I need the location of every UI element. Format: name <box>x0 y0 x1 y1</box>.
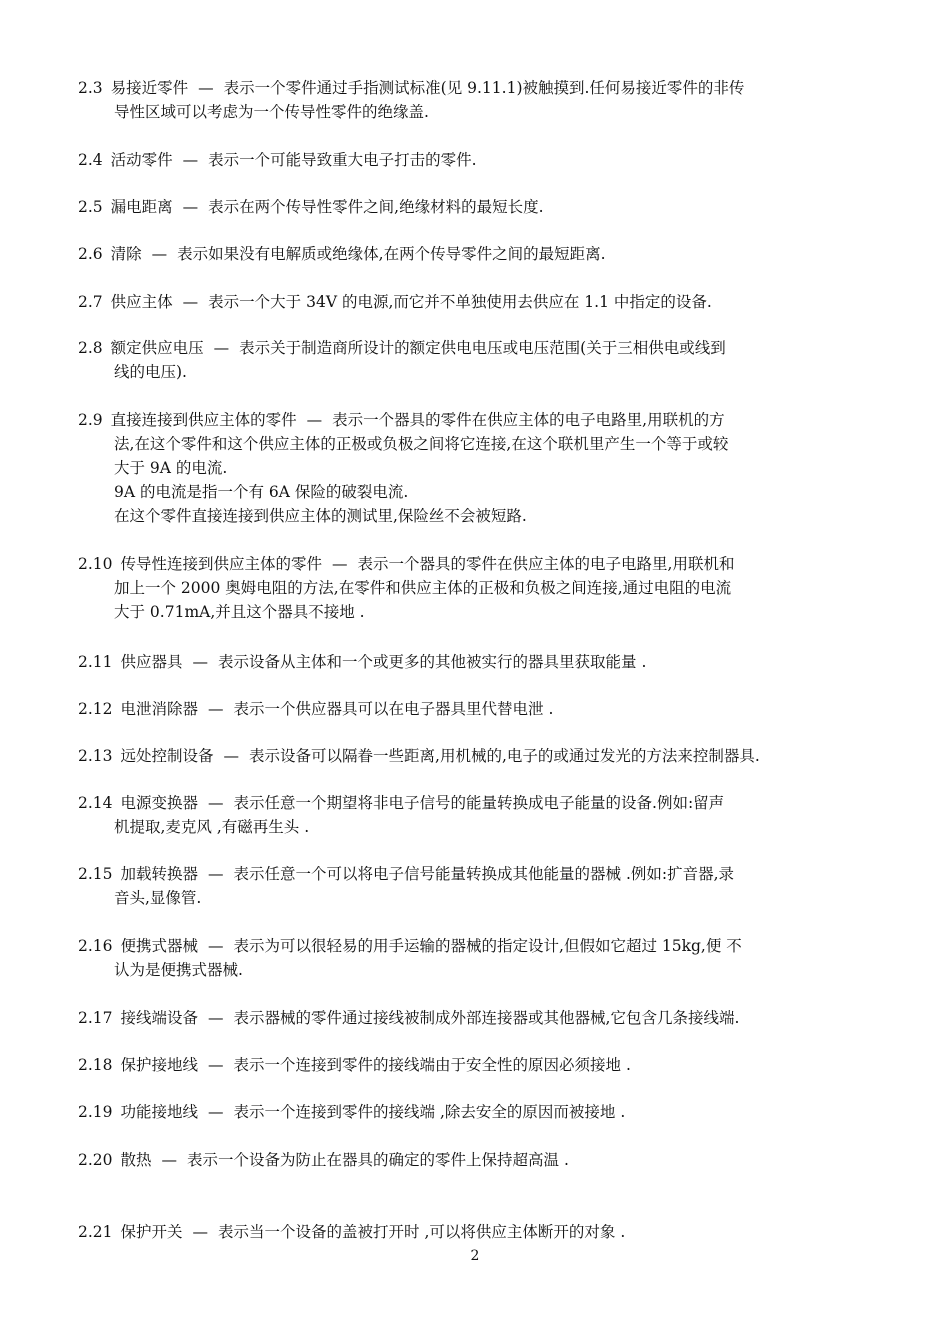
term: 供应主体 <box>110 293 173 311</box>
clause-number: 2.13 <box>78 747 113 765</box>
continuation-line: 线的电压). <box>114 363 187 381</box>
clause-number: 2.14 <box>78 794 113 812</box>
definition-entry <box>78 1100 878 1124</box>
definition-text: 表示一个可能导致重大电子打击的零件. <box>208 151 477 169</box>
clause-number: 2.20 <box>78 1151 113 1169</box>
em-dash: — <box>151 245 168 263</box>
continuation-line: 导性区域可以考虑为一个传导性零件的绝缘盖. <box>114 103 429 121</box>
clause-number: 2.21 <box>78 1223 113 1241</box>
clause-number: 2.17 <box>78 1009 113 1027</box>
clause-number: 2.6 <box>78 245 103 263</box>
definition-entry <box>78 862 878 910</box>
definition-entry <box>78 791 878 839</box>
definition-entry <box>78 744 878 768</box>
page-number: 2 <box>470 1248 480 1264</box>
continuation-line: 机提取,麦克风 ,有磁再生头 . <box>114 818 310 836</box>
term: 保护开关 <box>120 1223 183 1241</box>
definition-text: 表示任意一个可以将电子信号能量转换成其他能量的器械 .例如:扩音器,录 <box>233 865 735 883</box>
clause-number: 2.10 <box>78 555 113 573</box>
clause-number: 2.9 <box>78 411 103 429</box>
em-dash: — <box>208 1103 224 1121</box>
definition-entry <box>78 290 878 314</box>
clause-number: 2.3 <box>78 79 103 97</box>
clause-number: 2.15 <box>78 865 113 883</box>
definition-entry <box>78 242 878 266</box>
clause-number: 2.5 <box>78 198 103 216</box>
definition-entry <box>78 552 878 624</box>
term: 易接近零件 <box>110 79 189 97</box>
definition-text: 表示任意一个期望将非电子信号的能量转换成电子能量的设备.例如:留声 <box>233 794 725 812</box>
definition-text: 表示在两个传导性零件之间,绝缘材料的最短长度. <box>208 198 544 216</box>
clause-number: 2.8 <box>78 339 103 357</box>
definition-text: 表示如果没有电解质或绝缘体,在两个传导零件之间的最短距离. <box>177 245 606 263</box>
clause-number: 2.16 <box>78 937 113 955</box>
em-dash: — <box>208 1056 224 1074</box>
term: 传导性连接到供应主体的零件 <box>120 555 323 573</box>
em-dash: — <box>161 1151 178 1169</box>
em-dash: — <box>208 937 224 955</box>
term: 活动零件 <box>110 151 173 169</box>
term: 漏电距离 <box>110 198 173 216</box>
term: 额定供应电压 <box>110 339 204 357</box>
clause-number: 2.7 <box>78 293 103 311</box>
em-dash: — <box>192 653 209 671</box>
clause-number: 2.12 <box>78 700 113 718</box>
definition-entry <box>78 76 878 124</box>
definition-text: 表示一个连接到零件的接线端 ,除去安全的原因而被接地 . <box>233 1103 626 1121</box>
definition-text: 表示一个设备为防止在器具的确定的零件上保持超高温 . <box>187 1151 569 1169</box>
term: 电源变换器 <box>120 794 199 812</box>
definition-entry <box>78 195 878 219</box>
em-dash: — <box>208 1009 224 1027</box>
em-dash: — <box>208 865 224 883</box>
definition-entry <box>78 934 878 982</box>
continuation-line: 大于 9A 的电流. <box>114 459 228 477</box>
term: 保护接地线 <box>120 1056 199 1074</box>
term: 功能接地线 <box>120 1103 199 1121</box>
definition-entry <box>78 697 878 721</box>
term: 直接连接到供应主体的零件 <box>110 411 297 429</box>
em-dash: — <box>182 151 199 169</box>
definition-entry <box>78 1053 878 1077</box>
term: 远处控制设备 <box>120 747 214 765</box>
definition-text: 表示一个供应器具可以在电子器具里代替电泄 . <box>233 700 554 718</box>
em-dash: — <box>182 293 199 311</box>
em-dash: — <box>198 79 214 97</box>
definition-text: 表示一个器具的零件在供应主体的电子电路里,用联机和 <box>357 555 735 573</box>
term: 散热 <box>120 1151 152 1169</box>
em-dash: — <box>332 555 348 573</box>
definition-entry <box>78 1220 878 1244</box>
term: 便携式器械 <box>120 937 199 955</box>
em-dash: — <box>213 339 230 357</box>
definition-text: 表示为可以很轻易的用手运输的器械的指定设计,但假如它超过 15kg,便 不 <box>233 937 742 955</box>
em-dash: — <box>208 794 224 812</box>
definition-entry <box>78 650 878 674</box>
definition-entry <box>78 1006 878 1030</box>
continuation-line: 9A 的电流是指一个有 6A 保险的破裂电流. <box>114 483 409 501</box>
definition-text: 表示当一个设备的盖被打开时 ,可以将供应主体断开的对象 . <box>218 1223 626 1241</box>
definition-text: 表示设备从主体和一个或更多的其他被实行的器具里获取能量 . <box>218 653 647 671</box>
continuation-line: 加上一个 2000 奥姆电阻的方法,在零件和供应主体的正极和负极之间连接,通过电阻的电流 <box>114 579 732 597</box>
definition-entry <box>78 1148 878 1172</box>
definition-text: 表示器械的零件通过接线被制成外部连接器或其他器械,它包含几条接线端. <box>233 1009 740 1027</box>
continuation-line: 在这个零件直接连接到供应主体的测试里,保险丝不会被短路. <box>114 507 527 525</box>
continuation-line: 大于 0.71mA,并且这个器具不接地 . <box>114 603 365 621</box>
continuation-line: 法,在这个零件和这个供应主体的正极或负极之间将它连接,在这个联机里产生一个等于或较 <box>114 435 729 453</box>
term: 接线端设备 <box>120 1009 199 1027</box>
em-dash: — <box>208 700 224 718</box>
definition-entry <box>78 336 878 384</box>
definition-text: 表示一个连接到零件的接线端由于安全性的原因必须接地 . <box>233 1056 631 1074</box>
definition-text: 表示一个器具的零件在供应主体的电子电路里,用联机的方 <box>332 411 725 429</box>
definition-text: 表示关于制造商所设计的额定供电电压或电压范围(关于三相供电或线到 <box>239 339 726 357</box>
em-dash: — <box>192 1223 209 1241</box>
definition-text: 表示一个零件通过手指测试标准(见 9.11.1)被触摸到.任何易接近零件的非传 <box>223 79 745 97</box>
clause-number: 2.19 <box>78 1103 113 1121</box>
em-dash: — <box>306 411 323 429</box>
em-dash: — <box>182 198 199 216</box>
definition-text: 表示设备可以隔眷一些距离,用机械的,电子的或通过发光的方法来控制器具. <box>249 747 760 765</box>
clause-number: 2.18 <box>78 1056 113 1074</box>
term: 电泄消除器 <box>120 700 199 718</box>
term: 供应器具 <box>120 653 183 671</box>
definition-entry <box>78 148 878 172</box>
definition-entry <box>78 408 878 528</box>
continuation-line: 音头,显像管. <box>114 889 202 907</box>
clause-number: 2.11 <box>78 653 113 671</box>
continuation-line: 认为是便携式器械. <box>114 961 243 979</box>
term: 加载转换器 <box>120 865 199 883</box>
definition-text: 表示一个大于 34V 的电源,而它并不单独使用去供应在 1.1 中指定的设备. <box>208 293 712 311</box>
em-dash: — <box>223 747 240 765</box>
term: 清除 <box>110 245 142 263</box>
clause-number: 2.4 <box>78 151 103 169</box>
